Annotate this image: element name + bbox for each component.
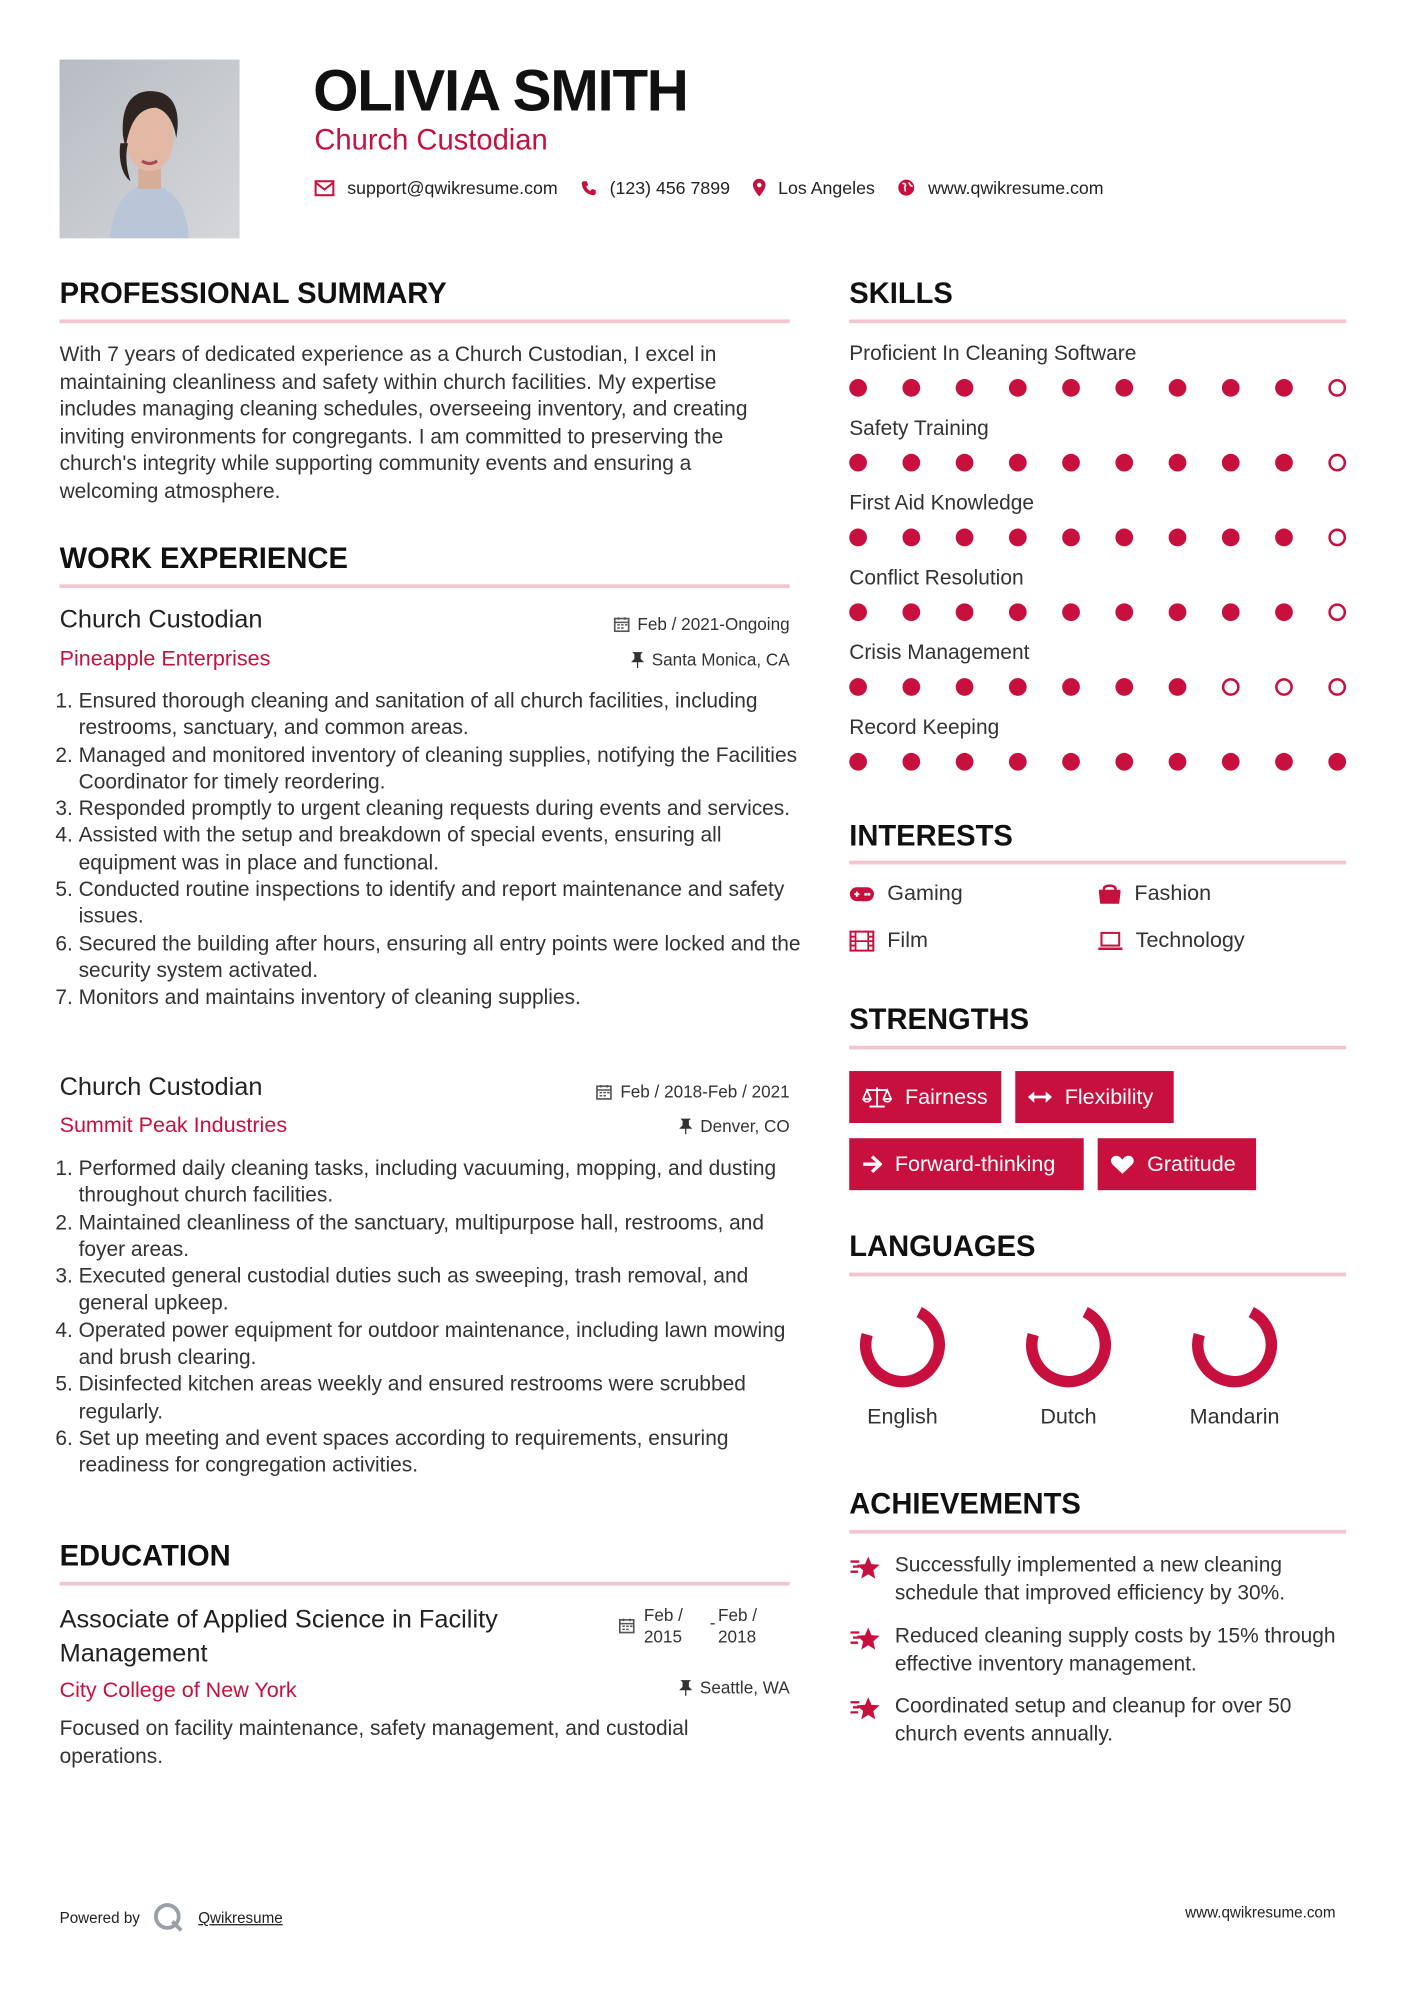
rating-dot-filled <box>956 678 974 696</box>
rating-dot-filled <box>1009 753 1027 771</box>
strength-label: Forward-thinking <box>894 1151 1056 1176</box>
powered-by-text: Powered by <box>59 1908 140 1927</box>
star-icon <box>849 1625 882 1653</box>
job-location <box>536 650 790 669</box>
rating-dot-filled <box>1009 678 1027 696</box>
rating-dot-filled <box>1275 529 1293 547</box>
interest-technology <box>1098 928 1245 953</box>
strength-label: Flexibility <box>1064 1084 1154 1109</box>
interest-fashion <box>1098 881 1211 906</box>
skills-divider <box>849 319 1346 323</box>
map-marker-icon <box>753 179 766 197</box>
location-text: Los Angeles <box>778 177 875 198</box>
achievement-item <box>849 1692 1346 1748</box>
rating-dot-empty <box>1328 529 1346 547</box>
job-dates-text: Feb / 2018-Feb / 2021 <box>620 1082 790 1102</box>
work-divider <box>60 584 790 588</box>
rating-dot-filled <box>902 678 920 696</box>
skills-heading: SKILLS <box>849 276 953 310</box>
strength-label: Gratitude <box>1147 1151 1236 1176</box>
rating-dot-filled <box>902 529 920 547</box>
job-dates <box>536 615 790 634</box>
achievements-divider <box>849 1530 1346 1534</box>
job-dates <box>511 1082 790 1101</box>
strength-fairness <box>849 1071 1001 1123</box>
rating-dot-filled <box>1328 753 1346 771</box>
rating-dot-filled <box>1275 603 1293 621</box>
rating-dot-filled <box>1115 678 1133 696</box>
rating-dot-filled <box>1009 454 1027 472</box>
skill-rating <box>849 753 1356 771</box>
rating-dot-filled <box>902 454 920 472</box>
pin-icon <box>680 1118 693 1134</box>
summary-heading: PROFESSIONAL SUMMARY <box>59 276 447 310</box>
interests-heading: INTERESTS <box>849 818 1013 852</box>
profile-photo <box>60 60 240 239</box>
job-dates-text: Feb / 2021-Ongoing <box>637 614 790 634</box>
skill-row <box>849 567 1356 642</box>
duty-item: 7. Monitors and maintains inventory of cleaning supplies. <box>79 985 809 1012</box>
rating-dot-filled <box>902 379 920 397</box>
language-item <box>1190 1295 1291 1429</box>
phone-text: (123) 456 7899 <box>609 177 730 198</box>
education-date-end: Feb / 2018 <box>718 1605 758 1647</box>
language-level-ring <box>858 1300 947 1389</box>
rating-dot-filled <box>1275 454 1293 472</box>
pin-icon <box>680 1679 693 1695</box>
star-icon <box>849 1554 882 1582</box>
language-label: Dutch <box>1040 1404 1097 1429</box>
rating-dot-filled <box>1009 529 1027 547</box>
language-level-arc <box>1032 1312 1106 1382</box>
language-level-ring <box>1190 1300 1279 1389</box>
skill-rating <box>849 379 1356 397</box>
language-item <box>1024 1295 1125 1429</box>
language-level-arc <box>1198 1312 1272 1382</box>
rating-dot-empty <box>1328 603 1346 621</box>
qwikresume-logo-icon <box>153 1901 186 1934</box>
website-text: www.qwikresume.com <box>928 177 1104 198</box>
rating-dot-filled <box>1115 603 1133 621</box>
interest-label: Film <box>887 927 928 952</box>
education-date-start: Feb / 2015 <box>643 1605 683 1647</box>
language-item <box>858 1295 959 1429</box>
rating-dot-filled <box>1169 379 1187 397</box>
rating-dot-filled <box>1169 454 1187 472</box>
education-description: Focused on facility maintenance, safety management, and custodial operations. <box>59 1717 689 1768</box>
rating-dot-empty <box>1328 678 1346 696</box>
rating-dot-filled <box>956 529 974 547</box>
skill-label: First Aid Knowledge <box>849 491 1035 515</box>
rating-dot-filled <box>1222 603 1240 621</box>
duty-item: 3. Executed general custodial duties such as sweeping, trash removal, and general upkeep. <box>79 1264 809 1318</box>
contact-website[interactable] <box>898 177 1104 197</box>
interest-label: Fashion <box>1134 880 1212 905</box>
rating-dot-filled <box>849 753 867 771</box>
skills-list <box>849 342 1356 791</box>
education-date-sep: - <box>709 1613 716 1633</box>
skill-rating <box>849 529 1356 547</box>
languages-divider <box>849 1273 1346 1277</box>
rating-dot-filled <box>1009 379 1027 397</box>
rating-dot-filled <box>849 379 867 397</box>
email-text: support@qwikresume.com <box>347 177 558 198</box>
rating-dot-filled <box>1222 753 1240 771</box>
achievement-text: Coordinated setup and cleanup for over 50 church events annually. <box>894 1694 1292 1746</box>
achievement-item <box>849 1551 1346 1607</box>
education-location-text: Seattle, WA <box>699 1678 790 1698</box>
balance-scale-icon <box>862 1086 892 1108</box>
candidate-title: Church Custodian <box>314 122 548 156</box>
arrow-right-icon <box>862 1155 882 1174</box>
rating-dot-filled <box>1169 753 1187 771</box>
rating-dot-filled <box>1062 603 1080 621</box>
rating-dot-filled <box>1222 379 1240 397</box>
rating-dot-filled <box>1115 454 1133 472</box>
achievement-text: Reduced cleaning supply costs by 15% through effective inventory management. <box>894 1624 1336 1676</box>
achievement-text: Successfully implemented a new cleaning schedule that improved efficiency by 30%. <box>894 1553 1286 1605</box>
skill-label: Conflict Resolution <box>849 566 1024 590</box>
skill-label: Record Keeping <box>849 716 1000 739</box>
skill-row <box>849 417 1356 492</box>
rating-dot-filled <box>849 529 867 547</box>
rating-dot-filled <box>1115 379 1133 397</box>
language-level-ring <box>1024 1300 1113 1389</box>
brand-link[interactable]: Qwikresume <box>198 1908 283 1927</box>
skill-label: Safety Training <box>849 417 989 440</box>
rating-dot-empty <box>1328 379 1346 397</box>
education-dates <box>619 1605 774 1648</box>
interest-gaming <box>849 881 962 906</box>
rating-dot-filled <box>1275 379 1293 397</box>
duty-item: 4. Operated power equipment for outdoor maintenance, including lawn mowing and brush clearing. <box>79 1318 809 1372</box>
gamepad-icon <box>849 885 874 901</box>
calendar-icon <box>613 616 629 632</box>
envelope-icon <box>314 179 334 195</box>
rating-dot-filled <box>1222 529 1240 547</box>
rating-dot-filled <box>1169 678 1187 696</box>
job-location <box>536 1117 790 1136</box>
calendar-icon <box>619 1617 635 1633</box>
strength-label: Fairness <box>904 1084 988 1109</box>
interest-label: Gaming <box>887 880 963 905</box>
interests-divider <box>849 861 1346 865</box>
rating-dot-filled <box>1062 529 1080 547</box>
achievement-item <box>849 1622 1346 1678</box>
skill-row <box>849 716 1356 791</box>
pin-icon <box>631 651 644 667</box>
rating-dot-filled <box>1062 678 1080 696</box>
rating-dot-filled <box>902 603 920 621</box>
skill-rating <box>849 678 1356 696</box>
language-level-arc <box>866 1312 940 1382</box>
strengths-divider <box>849 1046 1346 1050</box>
job-company: Pineapple Enterprises <box>59 646 271 671</box>
rating-dot-empty <box>1222 678 1240 696</box>
rating-dot-filled <box>1169 603 1187 621</box>
laptop-icon <box>1098 931 1123 950</box>
strength-flexibility <box>1015 1071 1173 1123</box>
duty-item: 1. Ensured thorough cleaning and sanitation of all church facilities, including restrooms, sanctuary, and common areas. <box>79 688 809 742</box>
languages-heading: LANGUAGES <box>849 1229 1036 1263</box>
skill-row <box>849 492 1356 567</box>
globe-icon <box>898 179 916 197</box>
job-location-text: Santa Monica, CA <box>651 650 790 670</box>
degree-title: Associate of Applied Science in Facility Management <box>59 1605 498 1669</box>
duty-item: 5. Conducted routine inspections to identify and report maintenance and safety issues. <box>79 877 809 931</box>
duty-item: 6. Set up meeting and event spaces according to requirements, ensuring readiness for congregation activities. <box>79 1426 809 1480</box>
contact-email[interactable] <box>314 177 557 197</box>
interest-label: Technology <box>1135 927 1245 952</box>
rating-dot-filled <box>1062 454 1080 472</box>
strengths-heading: STRENGTHS <box>849 1002 1030 1036</box>
rating-dot-filled <box>849 678 867 696</box>
rating-dot-filled <box>1115 753 1133 771</box>
duty-item: 2. Managed and monitored inventory of cleaning supplies, notifying the Facilities Coordinator for timely reordering. <box>79 742 809 796</box>
skill-row <box>849 342 1356 417</box>
job-duties <box>60 688 809 1012</box>
calendar-icon <box>596 1084 612 1100</box>
arrows-h-icon <box>1028 1090 1052 1104</box>
interest-film <box>849 928 928 953</box>
phone-icon <box>580 179 596 195</box>
languages-list <box>849 1295 1346 1447</box>
job-title: Church Custodian <box>59 605 263 634</box>
rating-dot-filled <box>902 753 920 771</box>
summary-text: With 7 years of dedicated experience as a Church Custodian, I excel in maintaining cleanliness and safety within church facilities. My expertise includes managing cleaning schedules, overseeing inventory, and creating inviting environments for congregants. I am committed to preserving the church's integrity while supporting community events and ensuring a welcoming atmosphere. <box>59 343 748 503</box>
rating-dot-filled <box>1275 753 1293 771</box>
rating-dot-filled <box>1062 379 1080 397</box>
duty-item: 1. Performed daily cleaning tasks, including vacuuming, mopping, and dusting throughout church facilities. <box>79 1156 809 1210</box>
strength-forward-thinking <box>849 1138 1083 1190</box>
rating-dot-filled <box>956 603 974 621</box>
rating-dot-empty <box>1328 454 1346 472</box>
footer-powered-by <box>60 1901 283 1934</box>
strength-gratitude <box>1098 1138 1256 1190</box>
contact-bar <box>314 177 1126 197</box>
education-heading: EDUCATION <box>59 1538 231 1572</box>
duty-item: 2. Maintained cleanliness of the sanctuary, multipurpose hall, restrooms, and foyer areas. <box>79 1210 809 1264</box>
education-location <box>536 1678 790 1697</box>
skill-label: Crisis Management <box>849 641 1030 665</box>
rating-dot-empty <box>1275 678 1293 696</box>
skill-rating <box>849 603 1356 621</box>
rating-dot-filled <box>1009 603 1027 621</box>
duty-item: 3. Responded promptly to urgent cleaning requests during events and services. <box>79 796 809 823</box>
summary-divider <box>60 319 790 323</box>
job-company: Summit Peak Industries <box>59 1112 288 1137</box>
achievements-heading: ACHIEVEMENTS <box>849 1486 1081 1520</box>
rating-dot-filled <box>1115 529 1133 547</box>
contact-location <box>753 177 875 197</box>
candidate-name: OLIVIA SMITH <box>313 57 688 123</box>
rating-dot-filled <box>956 753 974 771</box>
star-icon <box>849 1695 882 1723</box>
language-label: English <box>867 1404 938 1429</box>
duty-item: 6. Secured the building after hours, ensuring all entry points were locked and the security system activated. <box>79 931 809 985</box>
work-heading: WORK EXPERIENCE <box>59 541 348 575</box>
language-label: Mandarin <box>1189 1404 1280 1429</box>
job-location-text: Denver, CO <box>700 1116 790 1136</box>
skill-label: Proficient In Cleaning Software <box>849 342 1137 366</box>
skill-row <box>849 641 1356 716</box>
education-divider <box>60 1582 790 1586</box>
rating-dot-filled <box>1062 753 1080 771</box>
rating-dot-filled <box>956 379 974 397</box>
job-duties <box>60 1156 809 1480</box>
rating-dot-filled <box>956 454 974 472</box>
rating-dot-filled <box>1222 454 1240 472</box>
job-title: Church Custodian <box>59 1073 263 1102</box>
shopping-bag-icon <box>1098 883 1122 905</box>
skill-rating <box>849 454 1356 472</box>
school-name: City College of New York <box>59 1678 297 1703</box>
duty-item: 5. Disinfected kitchen areas weekly and ensured restrooms were scrubbed regularly. <box>79 1372 809 1426</box>
rating-dot-filled <box>1169 529 1187 547</box>
footer-site-link[interactable]: www.qwikresume.com <box>1185 1903 1336 1922</box>
contact-phone[interactable] <box>580 177 730 197</box>
heart-icon <box>1110 1154 1134 1174</box>
duty-item: 4. Assisted with the setup and breakdown of special events, ensuring all equipment was in place and functional. <box>79 823 809 877</box>
rating-dot-filled <box>849 454 867 472</box>
film-icon <box>849 930 874 952</box>
rating-dot-filled <box>849 603 867 621</box>
